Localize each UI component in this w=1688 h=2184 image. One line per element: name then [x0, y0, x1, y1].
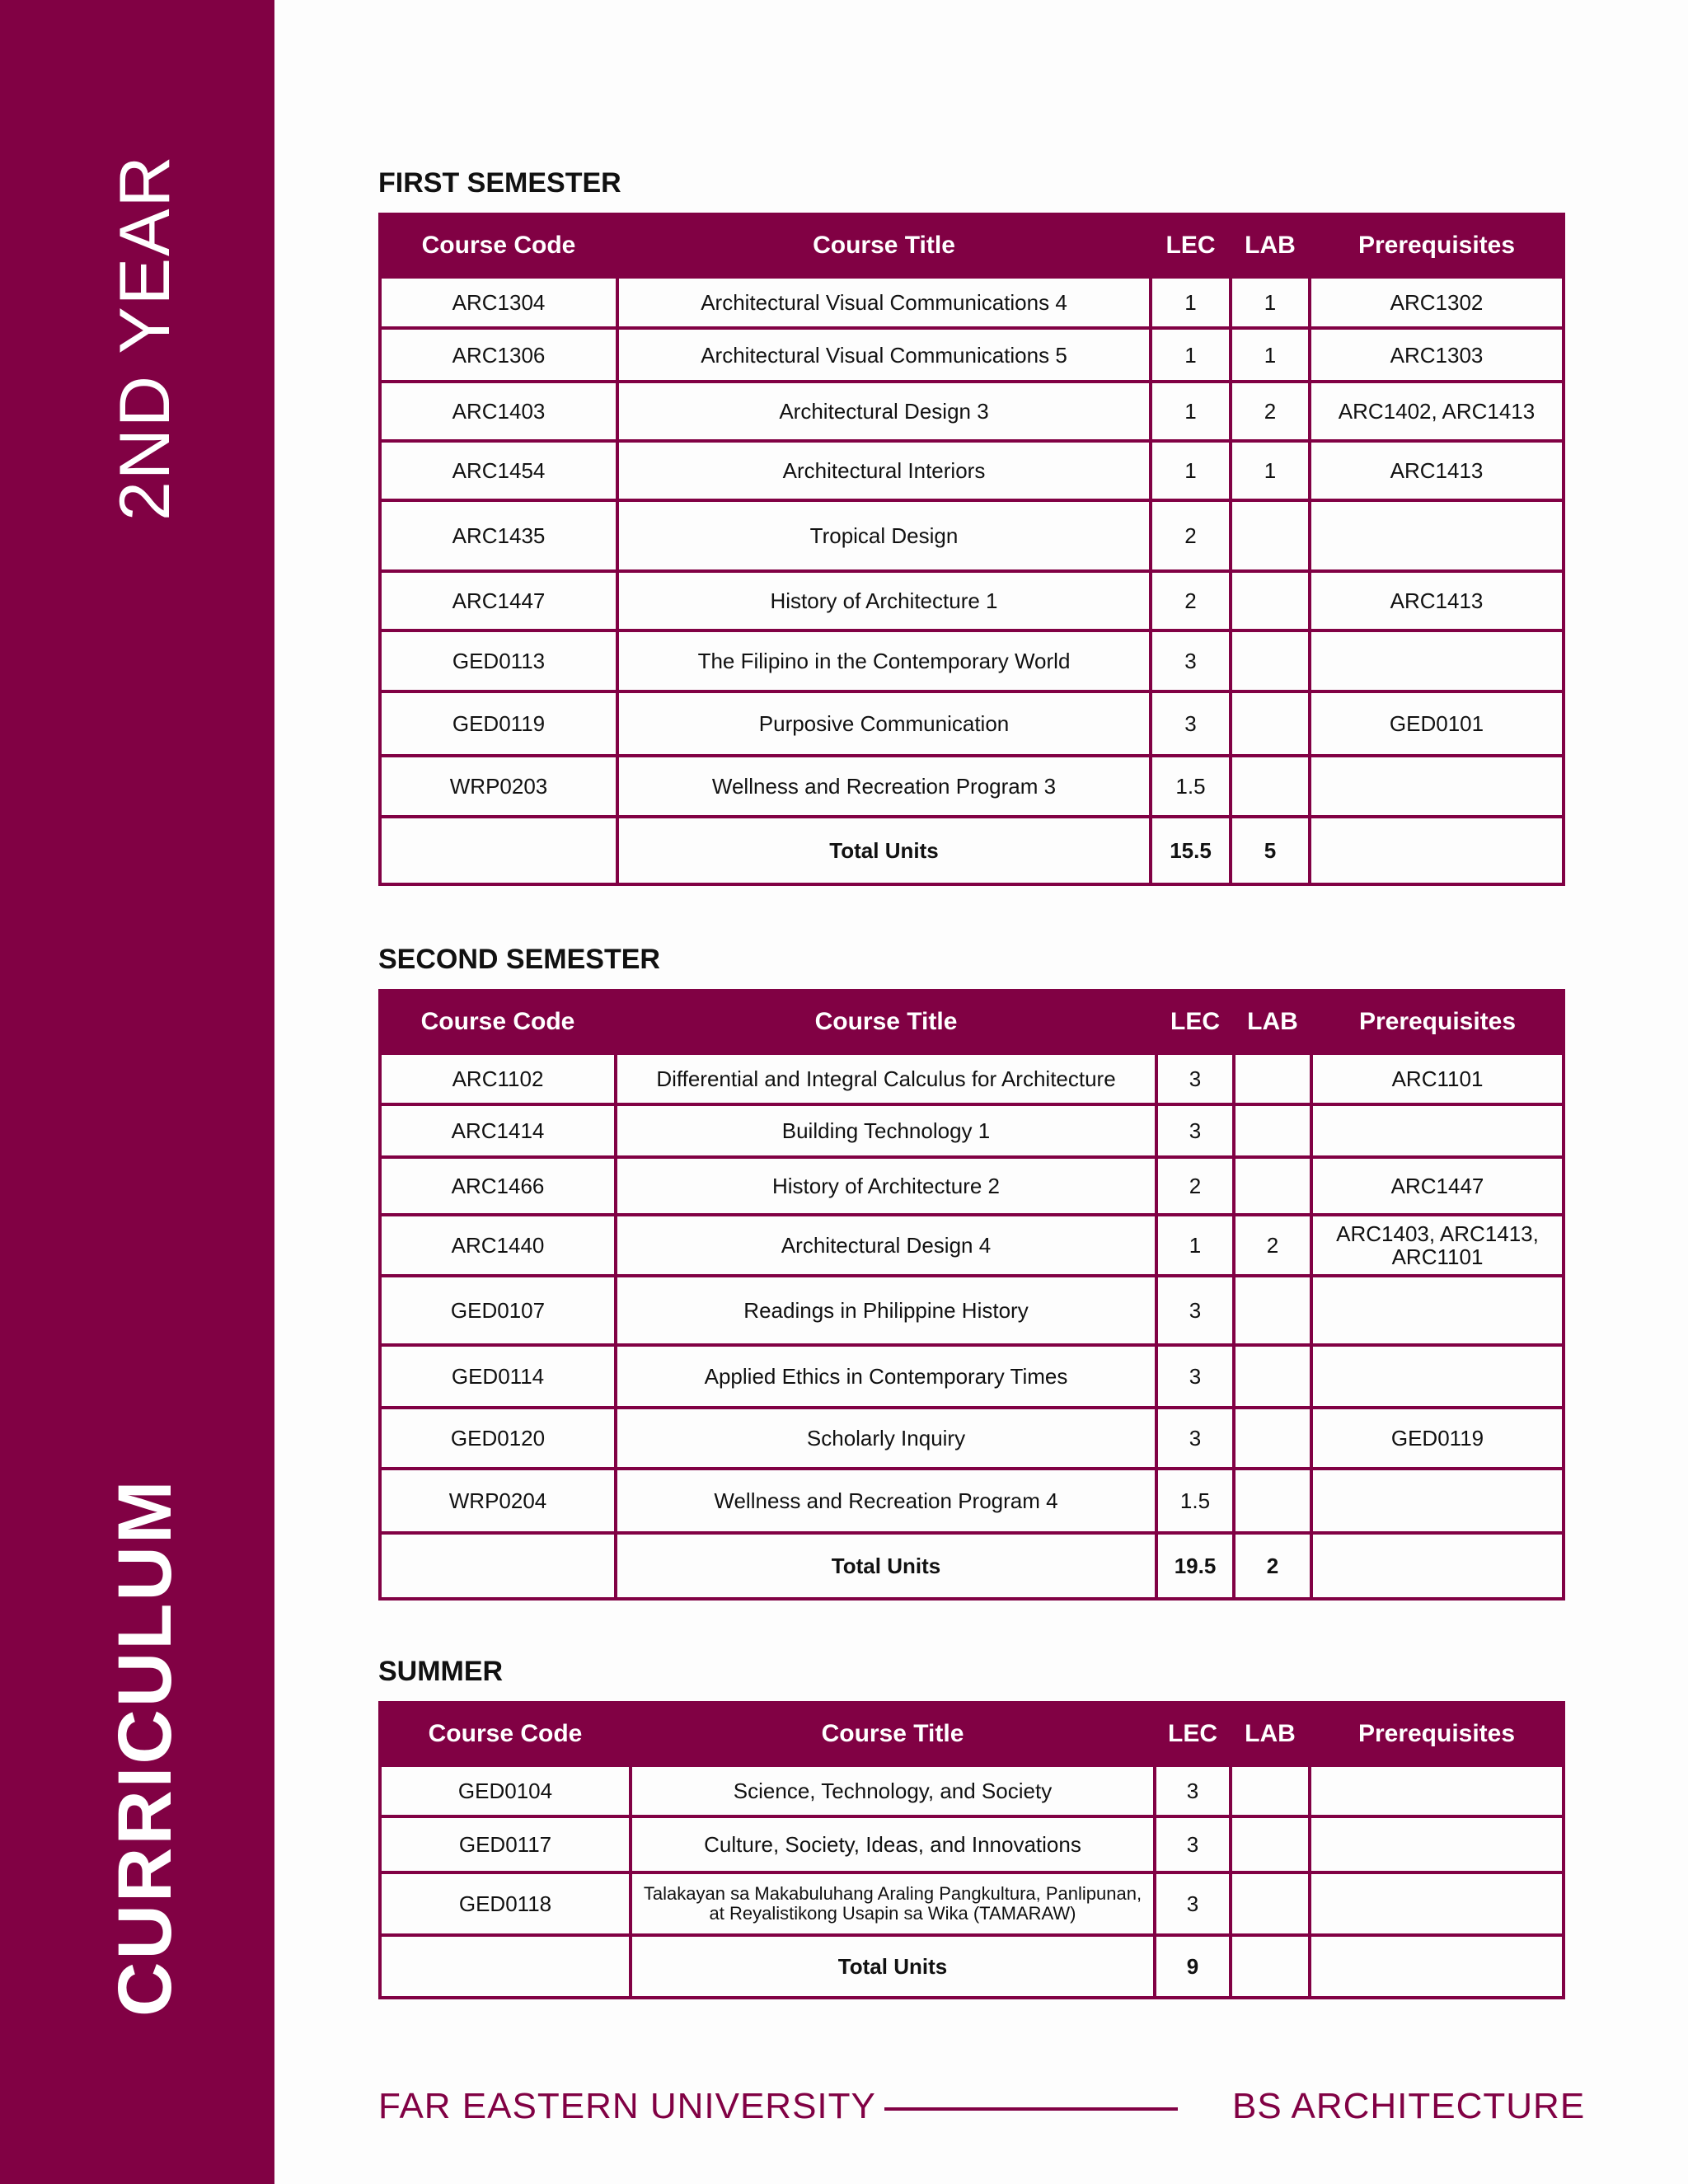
lab-units — [1231, 691, 1310, 756]
lab-units — [1234, 1053, 1311, 1104]
course-title: Architectural Visual Communications 4 — [617, 277, 1151, 328]
table-row — [380, 1408, 1564, 1469]
lec-units: 3 — [1156, 1345, 1234, 1408]
curriculum-label: CURRICULUM — [103, 1478, 187, 2017]
prerequisites: ARC1402, ARC1413 — [1310, 382, 1564, 441]
header-row — [380, 214, 1564, 277]
lab-units — [1231, 630, 1310, 691]
lab-units: 1 — [1231, 328, 1310, 382]
first-semester-section — [378, 162, 1562, 886]
lec-units: 3 — [1156, 1408, 1234, 1469]
header-row — [380, 1703, 1564, 1765]
lec-units: 3 — [1155, 1765, 1231, 1816]
prerequisites — [1310, 1816, 1564, 1872]
prerequisites: GED0119 — [1311, 1408, 1564, 1469]
table-row — [380, 277, 1564, 328]
lec-units: 1.5 — [1151, 756, 1231, 817]
course-code: ARC1454 — [380, 441, 617, 500]
section-title: SECOND SEMESTER — [378, 944, 660, 975]
table-row — [380, 1469, 1564, 1533]
total-units-label: Total Units — [631, 1935, 1155, 1998]
course-title: Differential and Integral Calculus for Architecture — [616, 1053, 1156, 1104]
course-title: Building Technology 1 — [616, 1104, 1156, 1157]
course-code: ARC1102 — [380, 1053, 616, 1104]
lec-units: 3 — [1151, 630, 1231, 691]
course-code: GED0120 — [380, 1408, 616, 1469]
course-table — [378, 1701, 1565, 1999]
course-table — [378, 989, 1565, 1601]
prerequisites: ARC1413 — [1310, 571, 1564, 630]
total-lec: 9 — [1155, 1935, 1231, 1998]
course-title: Architectural Design 4 — [616, 1215, 1156, 1276]
course-code: ARC1440 — [380, 1215, 616, 1276]
total-lec: 19.5 — [1156, 1533, 1234, 1599]
course-code: ARC1304 — [380, 277, 617, 328]
course-code: GED0114 — [380, 1345, 616, 1408]
course-title: Wellness and Recreation Program 4 — [616, 1469, 1156, 1533]
lec-units: 3 — [1151, 691, 1231, 756]
total-empty-cell — [380, 1935, 631, 1998]
lec-units: 1 — [1151, 277, 1231, 328]
lab-units — [1234, 1408, 1311, 1469]
header-lab: LAB — [1231, 214, 1310, 277]
lab-units — [1231, 500, 1310, 571]
header-lec: LEC — [1151, 214, 1231, 277]
table-row — [380, 441, 1564, 500]
course-title: Culture, Society, Ideas, and Innovations — [631, 1816, 1155, 1872]
lec-units: 3 — [1155, 1816, 1231, 1872]
lab-units — [1231, 1765, 1310, 1816]
lab-units: 2 — [1234, 1215, 1311, 1276]
course-code: ARC1306 — [380, 328, 617, 382]
total-empty-cell — [1310, 817, 1564, 884]
header-prerequisites: Prerequisites — [1310, 1703, 1564, 1765]
prerequisites: ARC1302 — [1310, 277, 1564, 328]
course-code: ARC1414 — [380, 1104, 616, 1157]
lab-units — [1231, 756, 1310, 817]
course-code: ARC1447 — [380, 571, 617, 630]
header-lec: LEC — [1156, 991, 1234, 1053]
header-lab: LAB — [1234, 991, 1311, 1053]
header-row — [380, 991, 1564, 1053]
summer-section — [378, 1650, 1562, 1999]
prerequisites: GED0101 — [1310, 691, 1564, 756]
table-row — [380, 382, 1564, 441]
sidebar — [0, 0, 274, 2184]
header-course-code: Course Code — [380, 1703, 631, 1765]
header-course-title: Course Title — [617, 214, 1151, 277]
header-course-code: Course Code — [380, 214, 617, 277]
course-title: Tropical Design — [617, 500, 1151, 571]
course-title: Architectural Interiors — [617, 441, 1151, 500]
course-title: Architectural Design 3 — [617, 382, 1151, 441]
prerequisites — [1310, 1765, 1564, 1816]
course-code: GED0118 — [380, 1872, 631, 1935]
course-title: Science, Technology, and Society — [631, 1765, 1155, 1816]
total-empty-cell — [1310, 1935, 1564, 1998]
course-title: Talakayan sa Makabuluhang Araling Pangkultura, Panlipunan, at Reyalistikong Usapin sa Wika (TAMARAW) — [631, 1872, 1155, 1935]
course-title: Architectural Visual Communications 5 — [617, 328, 1151, 382]
course-title: Applied Ethics in Contemporary Times — [616, 1345, 1156, 1408]
program-name: BS ARCHITECTURE — [1232, 2086, 1586, 2126]
lec-units: 3 — [1155, 1872, 1231, 1935]
total-lab — [1231, 1935, 1310, 1998]
section-title: SUMMER — [378, 1656, 504, 1687]
lab-units — [1234, 1345, 1311, 1408]
table-row — [380, 1104, 1564, 1157]
table-row — [380, 1157, 1564, 1215]
table-row — [380, 571, 1564, 630]
prerequisites — [1311, 1345, 1564, 1408]
university-name: FAR EASTERN UNIVERSITY — [378, 2086, 876, 2126]
lec-units: 3 — [1156, 1053, 1234, 1104]
header-course-title: Course Title — [631, 1703, 1155, 1765]
header-prerequisites: Prerequisites — [1311, 991, 1564, 1053]
header-lec: LEC — [1155, 1703, 1231, 1765]
lec-units: 2 — [1156, 1157, 1234, 1215]
course-code: ARC1403 — [380, 382, 617, 441]
lab-units — [1234, 1104, 1311, 1157]
course-code: GED0117 — [380, 1816, 631, 1872]
course-title: Readings in Philippine History — [616, 1276, 1156, 1345]
lab-units — [1231, 1872, 1310, 1935]
prerequisites — [1310, 630, 1564, 691]
total-row — [380, 1533, 1564, 1599]
course-title: Wellness and Recreation Program 3 — [617, 756, 1151, 817]
total-units-label: Total Units — [617, 817, 1151, 884]
course-code: WRP0203 — [380, 756, 617, 817]
table-row — [380, 1872, 1564, 1935]
total-units-label: Total Units — [616, 1533, 1156, 1599]
second-semester-section — [378, 938, 1562, 1601]
prerequisites: ARC1303 — [1310, 328, 1564, 382]
section-title: FIRST SEMESTER — [378, 167, 621, 199]
lab-units — [1234, 1469, 1311, 1533]
course-title: Purposive Communication — [617, 691, 1151, 756]
prerequisites: ARC1403, ARC1413, ARC1101 — [1311, 1215, 1564, 1276]
total-lab: 5 — [1231, 817, 1310, 884]
total-empty-cell — [380, 1533, 616, 1599]
total-row — [380, 817, 1564, 884]
lab-units: 2 — [1231, 382, 1310, 441]
lec-units: 1 — [1151, 441, 1231, 500]
lec-units: 1 — [1151, 328, 1231, 382]
course-table — [378, 213, 1565, 886]
course-code: WRP0204 — [380, 1469, 616, 1533]
year-label: 2ND YEAR — [106, 154, 185, 521]
course-code: ARC1466 — [380, 1157, 616, 1215]
lec-units: 2 — [1151, 571, 1231, 630]
header-course-code: Course Code — [380, 991, 616, 1053]
table-row — [380, 1816, 1564, 1872]
footer-divider — [884, 2107, 1178, 2111]
prerequisites: ARC1447 — [1311, 1157, 1564, 1215]
total-lec: 15.5 — [1151, 817, 1231, 884]
lec-units: 3 — [1156, 1276, 1234, 1345]
lab-units: 1 — [1231, 277, 1310, 328]
course-code: GED0119 — [380, 691, 617, 756]
table-row — [380, 630, 1564, 691]
lec-units: 2 — [1151, 500, 1231, 571]
prerequisites — [1310, 756, 1564, 817]
course-code: GED0104 — [380, 1765, 631, 1816]
lec-units: 1 — [1151, 382, 1231, 441]
course-title: The Filipino in the Contemporary World — [617, 630, 1151, 691]
total-lab: 2 — [1234, 1533, 1311, 1599]
total-row — [380, 1935, 1564, 1998]
header-course-title: Course Title — [616, 991, 1156, 1053]
table-row — [380, 1215, 1564, 1276]
prerequisites — [1310, 1872, 1564, 1935]
prerequisites — [1311, 1104, 1564, 1157]
header-prerequisites: Prerequisites — [1310, 214, 1564, 277]
prerequisites — [1311, 1276, 1564, 1345]
prerequisites — [1310, 500, 1564, 571]
table-row — [380, 756, 1564, 817]
course-title: History of Architecture 1 — [617, 571, 1151, 630]
lab-units — [1234, 1157, 1311, 1215]
lab-units: 1 — [1231, 441, 1310, 500]
course-title: Scholarly Inquiry — [616, 1408, 1156, 1469]
lec-units: 1 — [1156, 1215, 1234, 1276]
table-row — [380, 1345, 1564, 1408]
table-row — [380, 691, 1564, 756]
prerequisites — [1311, 1469, 1564, 1533]
header-lab: LAB — [1231, 1703, 1310, 1765]
table-row — [380, 1276, 1564, 1345]
course-code: GED0113 — [380, 630, 617, 691]
lab-units — [1231, 571, 1310, 630]
lab-units — [1231, 1816, 1310, 1872]
course-title: History of Architecture 2 — [616, 1157, 1156, 1215]
course-code: GED0107 — [380, 1276, 616, 1345]
lec-units: 1.5 — [1156, 1469, 1234, 1533]
table-row — [380, 328, 1564, 382]
lec-units: 3 — [1156, 1104, 1234, 1157]
table-row — [380, 500, 1564, 571]
total-empty-cell — [380, 817, 617, 884]
total-empty-cell — [1311, 1533, 1564, 1599]
course-code: ARC1435 — [380, 500, 617, 571]
prerequisites: ARC1101 — [1311, 1053, 1564, 1104]
table-row — [380, 1765, 1564, 1816]
prerequisites: ARC1413 — [1310, 441, 1564, 500]
table-row — [380, 1053, 1564, 1104]
lab-units — [1234, 1276, 1311, 1345]
